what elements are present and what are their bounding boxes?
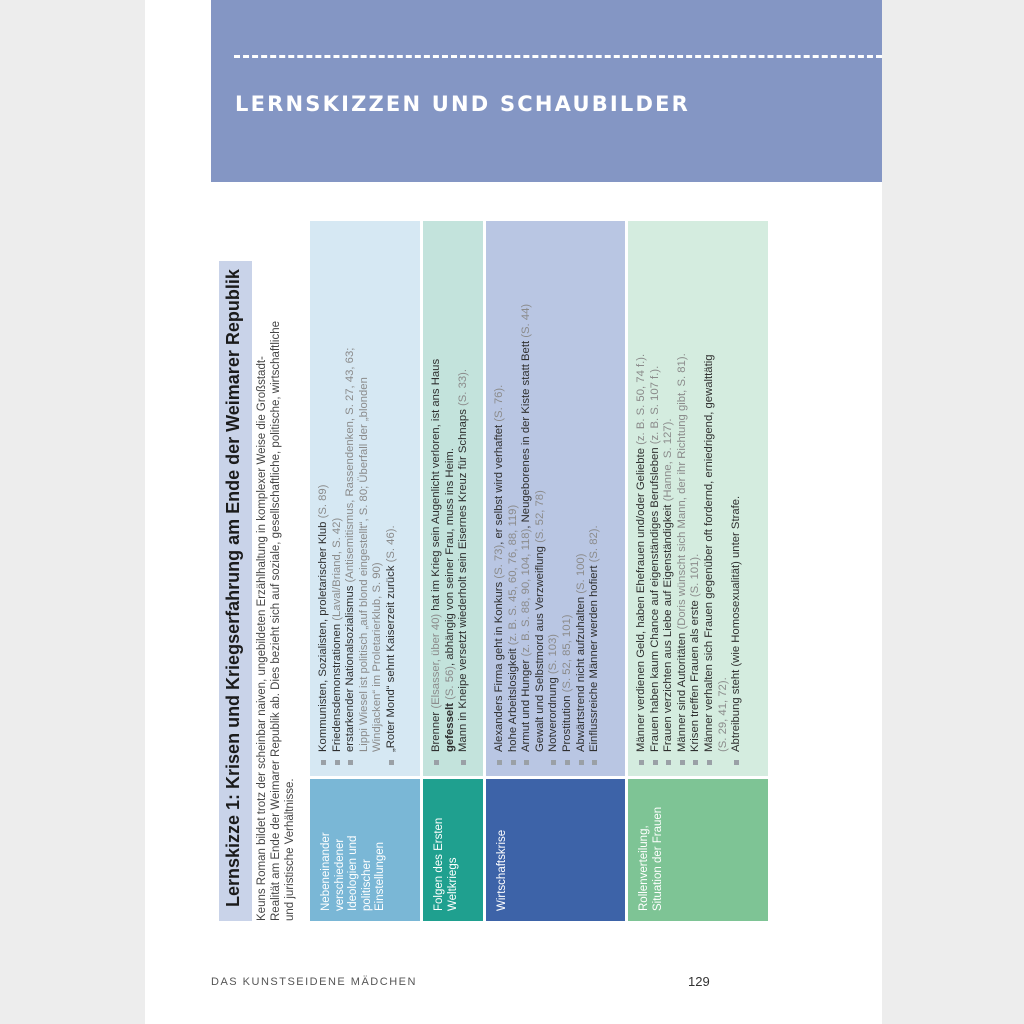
table-row-war-consequences <box>423 221 483 921</box>
row-category: Rollenverteilung, Situation der Frauen <box>628 779 768 921</box>
chapter-header <box>211 0 882 182</box>
item-list <box>430 231 471 766</box>
table-row-economic-crisis <box>486 221 625 921</box>
list-item: Frauen haben kaum Chance auf eigenständiges Berufsleben (z. B. S. 107 f.). <box>649 231 663 766</box>
list-item: Mann in Kneipe versetzt wiederholt sein Eisernes Kreuz für Schnaps (S. 33). <box>457 231 471 766</box>
list-item: Einflussreiche Männer werden hofiert (S. 82). <box>588 231 602 766</box>
sketch-intro <box>255 221 297 921</box>
list-item: Abtreibung steht (wie Homosexualität) unter Strafe. <box>730 231 744 766</box>
item-list <box>493 231 602 766</box>
intro-line: Realität am Ende der Weimarer Republik ab. Dies bezieht sich auf soziale, gesellschaftliche, politische, wirtschaftliche <box>270 321 282 921</box>
intro-line: und juristische Verhältnisse. <box>284 778 296 921</box>
list-item: erstarkender Nationalsozialismus (Antisemitismus, Rassendenken, S. 27, 43, 63; Lippi Wiesel ist politisch „auf blond eingestellt“, S. 80; Überfall der „blonden Windjacken“ im Proletarierklub, S. 90) <box>344 231 385 766</box>
row-category: Folgen des Ersten Weltkriegs <box>423 779 483 921</box>
row-content <box>310 221 420 776</box>
list-item: Männer sind Autoritäten (Doris wünscht sich Mann, der ihr Richtung gibt, S. 81). <box>676 231 690 766</box>
sketch-card <box>211 195 803 941</box>
list-item: Kommunisten, Sozialisten, proletarischer Klub (S. 89) <box>317 231 331 766</box>
list-item: Alexanders Firma geht in Konkurs (S. 73), er selbst wird verhaftet (S. 76). <box>493 231 507 766</box>
list-item: Abwärtstrend nicht aufzuhalten (S. 100) <box>575 231 589 766</box>
page-number: 129 <box>688 974 710 989</box>
list-item: Armut und Hunger (z. B. S. 88, 90, 104, 118), Neugeborenes in der Kiste statt Bett (S. 44) Gewalt und Selbstmord aus Verzweiflung (S. 52, 78) <box>520 231 547 766</box>
list-item: hohe Arbeitslosigkeit (z. B. S. 45, 60, 76, 88, 119) <box>507 231 521 766</box>
list-item: „Roter Mond“ sehnt Kaiserzeit zurück (S. 46). <box>385 231 399 766</box>
list-item: Krisen treffen Frauen als erste (S. 101). <box>689 231 703 766</box>
item-list <box>317 231 399 766</box>
row-content <box>486 221 625 776</box>
running-footer-title: DAS KUNSTSEIDENE MÄDCHEN <box>211 976 417 988</box>
list-item: Prostitution (S. 52, 85, 101) <box>561 231 575 766</box>
chapter-title: LERNSKIZZEN UND SCHAUBILDER <box>235 92 691 116</box>
table-row-women-situation <box>628 221 768 921</box>
row-content <box>423 221 483 776</box>
list-item: Männer verhalten sich Frauen gegenüber oft fordernd, erniedrigend, gewalttätig (S. 29, 41, 72). <box>703 231 730 766</box>
sketch-table <box>310 221 771 921</box>
row-category: Wirtschaftskrise <box>486 779 625 921</box>
table-row-ideologies <box>310 221 420 921</box>
list-item: Frauen verzichten aus Liebe auf Eigenständigkeit (Hanne, S. 127). <box>662 231 676 766</box>
list-item: Notverordnung (S. 103) <box>547 231 561 766</box>
header-dashed-rule <box>234 55 882 58</box>
sketch-title: Lernskizze 1: Krisen und Kriegserfahrung am Ende der Weimarer Republik <box>223 269 243 907</box>
list-item: Männer verdienen Geld, haben Ehefrauen und/oder Geliebte (z. B. S. 50, 74 f.). <box>635 231 649 766</box>
sketch-title-bar <box>219 261 252 921</box>
item-list <box>635 231 744 766</box>
rotated-sketch <box>219 221 779 921</box>
row-content <box>628 221 768 776</box>
list-item: Friedensdemonstrationen (Laval/Briand, S. 42) <box>331 231 345 766</box>
intro-line: Keuns Roman bildet trotz der scheinbar naiven, ungebildeten Erzählhaltung in komplexer Weise die Großstadt- <box>256 356 268 921</box>
list-item: Brenner (Elsasser, über 40) hat im Krieg sein Augenlicht verloren, ist ans Haus gefesselt (S. 56), abhängig von seiner Frau, muss ins Heim. <box>430 231 457 766</box>
row-category: Nebeneinander verschiedener Ideologien und politischer Einstellungen <box>310 779 420 921</box>
